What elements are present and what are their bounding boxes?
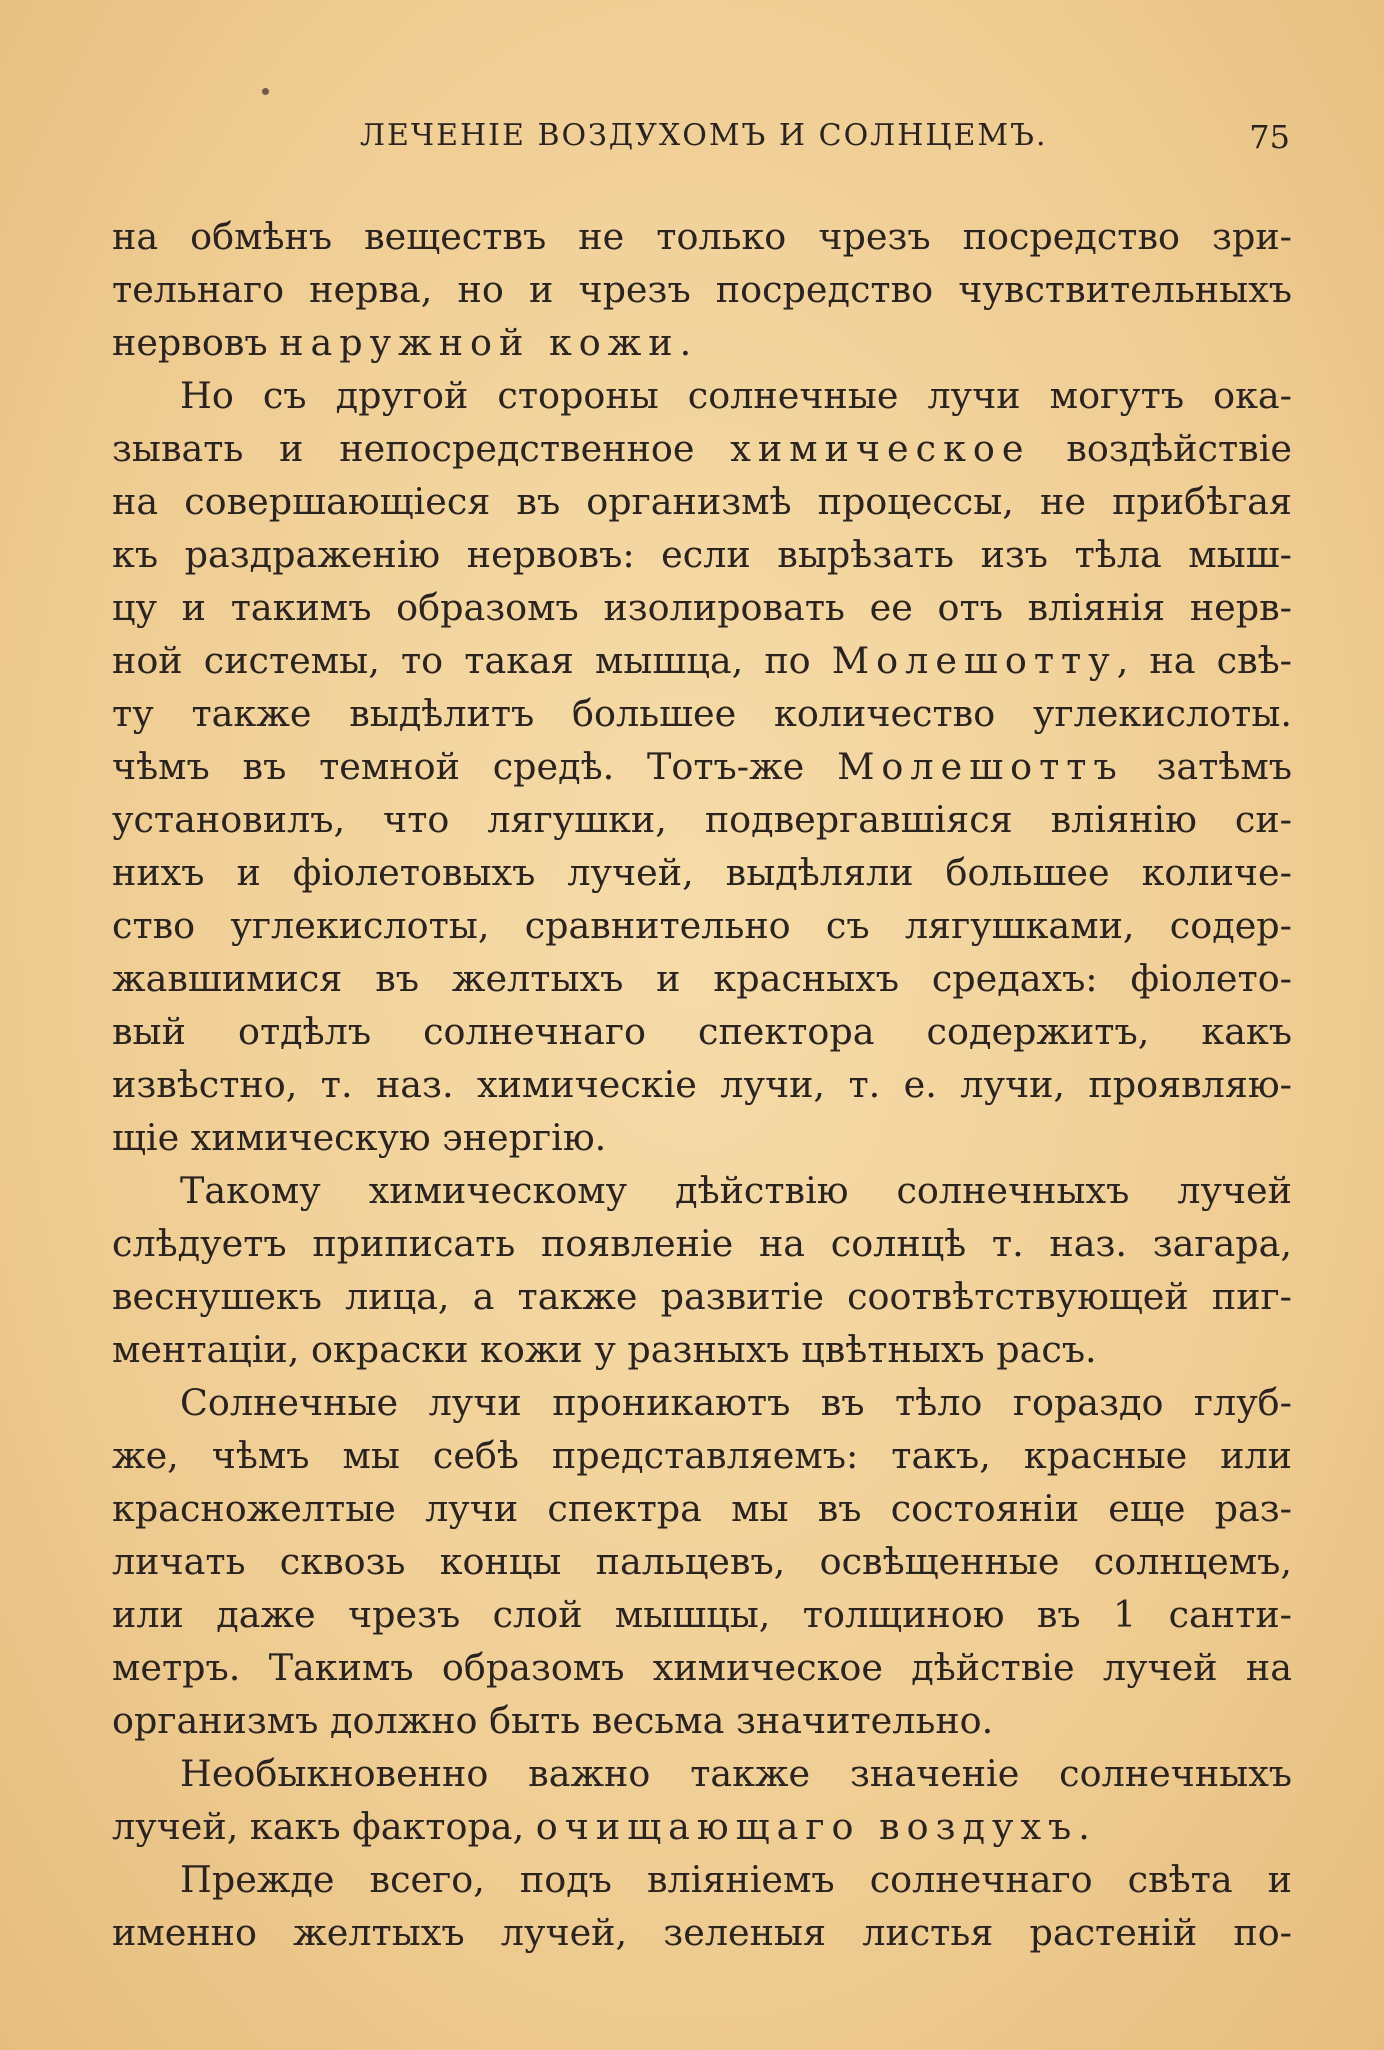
text-run: чѣмъ въ темной средѣ. Тотъ-же bbox=[112, 745, 838, 788]
text-line: ство углекислоты, сравнительно съ лягушками, содер- bbox=[112, 904, 1292, 947]
text-line: щіе химическую энергію. bbox=[112, 1116, 607, 1159]
text-run: затѣмъ bbox=[1123, 745, 1292, 788]
text-run: воздѣйствіе bbox=[1030, 427, 1292, 470]
text-line: личать сквозь концы пальцевъ, освѣщенные солнцемъ, bbox=[112, 1540, 1292, 1583]
text-run: . bbox=[1078, 1805, 1090, 1848]
text-run: лучей, какъ фактора, bbox=[112, 1805, 536, 1848]
text-run: , на свѣ- bbox=[1116, 639, 1292, 682]
text-run: зывать и непосредственное bbox=[112, 427, 731, 470]
body-text bbox=[112, 210, 1292, 1959]
text-line: метръ. Такимъ образомъ химическое дѣйствіе лучей на bbox=[112, 1646, 1292, 1689]
text-line: Необыкновенно важно также значеніе солнечныхъ bbox=[180, 1752, 1292, 1795]
text-line: нихъ и фіолетовыхъ лучей, выдѣляли большее количе- bbox=[112, 851, 1292, 894]
ink-speck bbox=[262, 88, 269, 95]
text-line: Такому химическому дѣйствію солнечныхъ лучей bbox=[180, 1169, 1292, 1212]
text-line: именно желтыхъ лучей, зеленыя листья растеній по- bbox=[112, 1911, 1292, 1954]
text-line: слѣдуетъ приписать появленіе на солнцѣ т. наз. загара, bbox=[112, 1222, 1292, 1265]
text-line: вый отдѣлъ солнечнаго спектора содержитъ, какъ bbox=[112, 1010, 1292, 1053]
text-line: ментаціи, окраски кожи у разныхъ цвѣтныхъ расъ. bbox=[112, 1328, 1097, 1371]
text-line: организмъ должно быть весьма значительно. bbox=[112, 1699, 994, 1742]
text-line: Солнечные лучи проникаютъ въ тѣло гораздо глуб- bbox=[180, 1381, 1292, 1424]
emphasized-text: химическое bbox=[730, 427, 1031, 470]
text-line: Прежде всего, подъ вліяніемъ солнечнаго свѣта и bbox=[180, 1858, 1292, 1901]
emphasized-text: наружной кожи bbox=[279, 321, 680, 364]
text-line: установилъ, что лягушки, подвергавшіяся вліянію си- bbox=[112, 798, 1292, 841]
text-line: къ раздраженію нервовъ: если вырѣзать изъ тѣла мыш- bbox=[112, 533, 1292, 576]
page-number: 75 bbox=[1249, 118, 1290, 156]
emphasized-text: Молешотту bbox=[831, 639, 1117, 682]
text-line bbox=[112, 422, 1292, 475]
text-run: нервовъ bbox=[112, 321, 280, 364]
text-line bbox=[112, 634, 1292, 687]
text-line: красножелтые лучи спектра мы въ состояніи еще раз- bbox=[112, 1487, 1292, 1530]
text-line bbox=[112, 1800, 1292, 1853]
text-line: веснушекъ лица, а также развитіе соотвѣтствующей пиг- bbox=[112, 1275, 1292, 1318]
text-line: ту также выдѣлитъ большее количество углекислоты. bbox=[112, 692, 1292, 735]
text-run: ной системы, то такая мышца, по bbox=[112, 639, 832, 682]
text-line bbox=[112, 740, 1292, 793]
text-line: же, чѣмъ мы себѣ представляемъ: такъ, красные или bbox=[112, 1434, 1292, 1477]
text-line: на обмѣнъ веществъ не только чрезъ посредство зри- bbox=[112, 215, 1292, 258]
page-header bbox=[360, 118, 1290, 168]
text-line: или даже чрезъ слой мышцы, толщиною въ 1 санти- bbox=[112, 1593, 1292, 1636]
text-line: цу и такимъ образомъ изолировать ее отъ вліянія нерв- bbox=[112, 586, 1292, 629]
emphasized-text: очищающаго воздухъ bbox=[535, 1805, 1079, 1848]
text-line: на совершающіеся въ организмѣ процессы, не прибѣгая bbox=[112, 480, 1292, 523]
emphasized-text: Молешоттъ bbox=[837, 745, 1124, 788]
text-run: . bbox=[679, 321, 692, 364]
text-line: тельнаго нерва, но и чрезъ посредство чувствительныхъ bbox=[112, 268, 1292, 311]
text-line: извѣстно, т. наз. химическіе лучи, т. е. лучи, проявляю- bbox=[112, 1063, 1292, 1106]
running-title: ЛЕЧЕНІЕ ВОЗДУХОМЪ И СОЛНЦЕМЪ. bbox=[360, 118, 1048, 153]
text-line: жавшимися въ желтыхъ и красныхъ средахъ: фіолето- bbox=[112, 957, 1292, 1000]
text-line bbox=[112, 316, 1292, 369]
text-line: Но съ другой стороны солнечные лучи могутъ ока- bbox=[180, 374, 1292, 417]
